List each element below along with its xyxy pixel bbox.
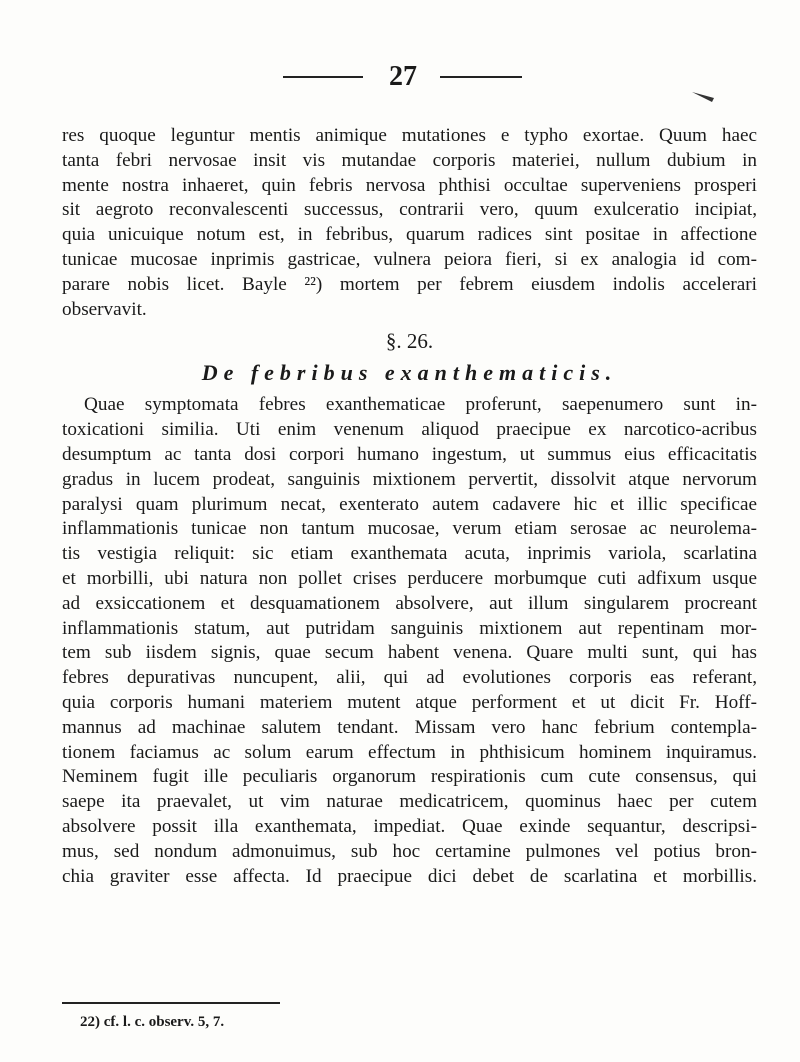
text-line: mente nostra inhaeret, quin febris nervosa phthisi occultae superveniens prosperi: [62, 174, 757, 196]
text-line: observavit.: [62, 298, 147, 320]
text-line: Neminem fugit ille peculiaris organorum respirationis cum cute consensus, qui: [62, 766, 757, 788]
text-line: parare nobis licet. Bayle ²²) mortem per febrem eiusdem indolis accelerari: [62, 273, 757, 295]
page-number: 27: [389, 61, 417, 92]
text-line: sit aegroto reconvalescenti successus, contrarii vero, quum exulceratio incipiat,: [62, 199, 757, 221]
text-line: tanta febri nervosae insit vis mutandae corporis materiei, nullum dubium in: [62, 149, 757, 171]
footnote-rule: [62, 1002, 280, 1004]
text-line: tunicae mucosae inprimis gastricae, vulnera peiora fieri, si ex analogia id com-: [62, 248, 757, 270]
text-line: toxicationi similia. Uti enim venenum aliquod praecipue ex narcotico-acribus: [62, 419, 757, 441]
text-line: tionem faciamus ac solum earum effectum in phthisicum hominem inquiramus.: [62, 741, 757, 763]
paragraph-2: [62, 393, 757, 889]
page-header: [0, 62, 800, 92]
section-title: De febribus exanthematicis.: [201, 360, 618, 386]
text-line: inflammationis tunicae non tantum mucosae, verum etiam serosae ac neurolema-: [62, 518, 757, 540]
footnote: 22) cf. l. c. observ. 5, 7.: [80, 1014, 225, 1030]
text-line: inflammationis statum, aut putridam sanguinis mixtionem aut repentinam mor-: [62, 617, 757, 639]
body-text: [62, 124, 757, 889]
header-rule-left: [283, 76, 363, 78]
text-line: febres depurativas nuncupent, alii, qui ad evolutiones corporis eas referant,: [62, 667, 757, 689]
text-line: mannus ad machinae salutem tendant. Missam vero hanc febrium contempla-: [62, 716, 757, 738]
paragraph-1: [62, 124, 757, 322]
text-line: quia unicuique notum est, in febribus, quarum radices sint positae in affectione: [62, 224, 757, 246]
text-line: tis vestigia reliquit: sic etiam exanthemata acuta, inprimis variola, scarlatina: [62, 543, 757, 565]
text-line: mus, sed nondum admonuimus, sub hoc certamine pulmones vel potius bron-: [62, 840, 757, 862]
header-rule-right: [440, 76, 522, 78]
text-line: paralysi quam plurimum necat, exenterato autem cadavere hic et illic specificae: [62, 493, 757, 515]
text-line: gradus in lucem prodeat, sanguinis mixtionem pervertit, dissolvit atque nervorum: [62, 468, 757, 490]
text-line: chia graviter esse affecta. Id praecipue dici debet de scarlatina et morbillis.: [62, 865, 757, 887]
text-line: desumptum ac tanta dosi corpori humano ingestum, ut summus eius efficacitatis: [62, 443, 757, 465]
text-line: et morbilli, ubi natura non pollet crises perducere morbumque cuti adfixum usque: [62, 567, 757, 589]
text-line: res quoque leguntur mentis animique mutationes e typho exortae. Quum haec: [62, 125, 757, 146]
text-line: ad exsiccationem et desquamationem absolvere, aut illum singularem procreant: [62, 592, 757, 614]
text-line: saepe ita praevalet, ut vim naturae medicatricem, quominus haec per cutem: [62, 791, 757, 813]
text-line: absolvere possit illa exanthemata, impediat. Quae exinde sequantur, descripsi-: [62, 815, 757, 837]
section-number: §. 26.: [385, 329, 434, 354]
text-line: quia corporis humani materiem mutent atque performent et ut dicit Fr. Hoff-: [62, 691, 757, 713]
ink-mark-icon: [690, 90, 716, 104]
text-line: tem sub iisdem signis, quae secum habent venena. Quare multi sunt, qui has: [62, 642, 757, 664]
text-line: Quae symptomata febres exanthematicae proferunt, saepenumero sunt in-: [84, 394, 757, 416]
